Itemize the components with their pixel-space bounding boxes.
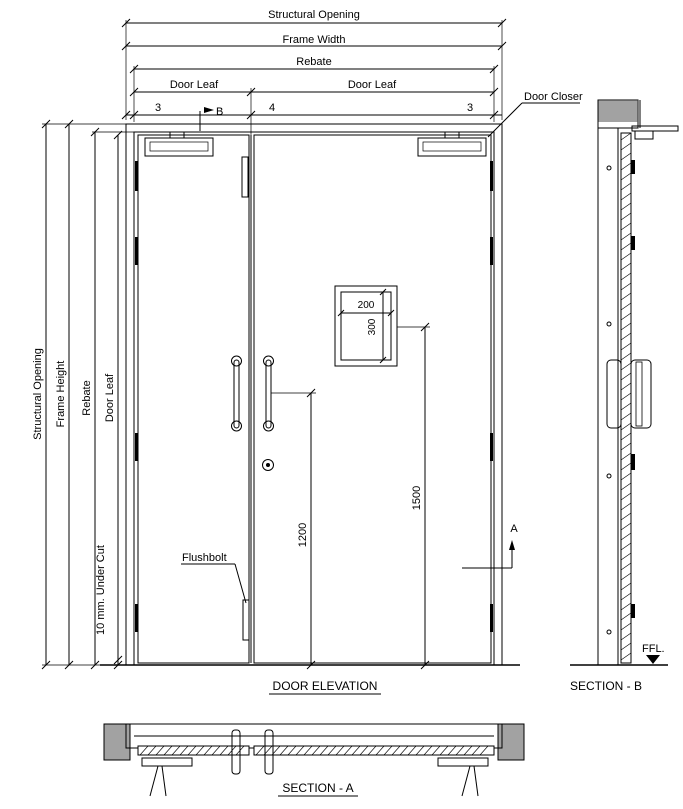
dimension-frame-width [122, 34, 506, 50]
section-b-title: SECTION - B [569, 679, 643, 693]
section-a-title: SECTION - A [282, 781, 354, 795]
dimension-door-leaves [130, 79, 498, 135]
pull-handle-left [232, 356, 242, 431]
section-a-closer-right [438, 758, 488, 796]
vision-panel [335, 286, 397, 366]
gap-mid-label: 4 [268, 102, 276, 114]
section-a-closer-left [142, 758, 192, 796]
handle-height-label: 1200 [297, 522, 309, 548]
door-leaf-right [254, 135, 491, 663]
ffl-arrow [646, 655, 660, 664]
flushbolt-label: Flushbolt [182, 552, 227, 564]
section-b-arrow [204, 107, 214, 113]
frame-width-label: Frame Width [282, 34, 346, 46]
under-cut-label: 10 mm. Under Cut [95, 545, 107, 635]
door-rebate [134, 132, 494, 665]
vision-width-label: 200 [357, 300, 375, 311]
structural-opening-width-label: Structural Opening [268, 9, 360, 21]
frame-height-label: Frame Height [55, 360, 67, 428]
section-a-marker [462, 523, 518, 568]
section-a [104, 724, 524, 796]
vision-height-dim-label: 1500 [411, 485, 423, 511]
flushbolt-top [242, 157, 248, 197]
ffl-label: FFL. [642, 643, 665, 655]
gap-right-label: 3 [466, 102, 474, 114]
lock-cylinder [263, 460, 274, 471]
dimension-frame-height [55, 120, 73, 669]
pull-handle-right [264, 356, 274, 431]
flushbolt-bottom [243, 600, 249, 640]
door-leaf-height-label: Door Leaf [104, 373, 116, 423]
door-closer-left [145, 132, 213, 156]
dimension-vision-height [397, 323, 430, 669]
door-elevation [100, 91, 583, 694]
rebate-width-label: Rebate [296, 56, 332, 68]
vision-height-label: 300 [367, 318, 378, 336]
structural-opening-height-label: Structural Opening [32, 348, 44, 440]
section-b-marker: B [216, 106, 224, 118]
flushbolt-callout [181, 552, 246, 603]
dimension-gaps [122, 102, 502, 131]
door-frame [126, 124, 502, 665]
section-b [570, 100, 678, 693]
dimension-handle-height [271, 389, 316, 669]
gap-left-label: 3 [154, 102, 162, 114]
section-a-letter: A [510, 523, 518, 535]
dimension-door-leaf-height [95, 131, 122, 669]
door-leaf-right-label: Door Leaf [347, 79, 397, 91]
door-closer-right [418, 132, 486, 156]
door-leaf-left [138, 135, 249, 663]
door-closer-label: Door Closer [524, 91, 583, 103]
door-elevation-title: DOOR ELEVATION [272, 679, 378, 693]
door-leaf-left-label: Door Leaf [169, 79, 219, 91]
rebate-height-label: Rebate [81, 380, 93, 416]
